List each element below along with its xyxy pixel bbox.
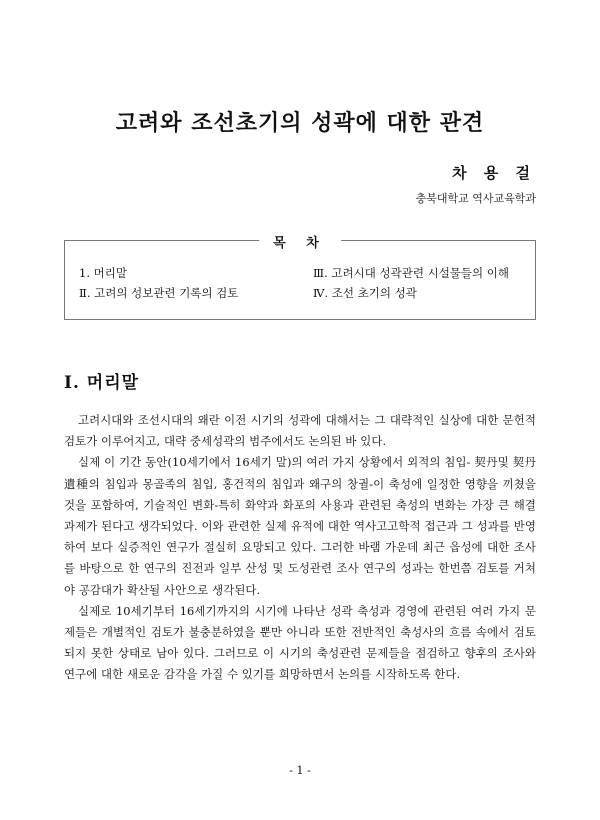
toc-item-goryeo-facilities: Ⅲ. 고려시대 성곽관련 시설물들의 이해	[313, 266, 510, 280]
author-affiliation: 충북대학교 역사교육학과	[415, 192, 536, 205]
section-body	[64, 410, 536, 686]
table-of-contents	[64, 236, 536, 320]
toc-heading: 목 차	[259, 232, 341, 251]
paragraph: 고려시대와 조선시대의 왜란 이전 시기의 성곽에 대해서는 그 대략적인 실상에 대한 문헌적 검토가 이루어지고, 대략 중세성곽의 범주에서도 논의된 바 있다.	[64, 413, 536, 449]
toc-item-early-joseon: Ⅳ. 조선 초기의 성곽	[313, 286, 417, 300]
page-number: - 1 -	[289, 764, 311, 777]
paragraph: 실제 이 기간 동안(10세기에서 16세기 말)의 여러 가지 상황에서 외적의 침입- 契丹및 契丹 遺種의 침입과 몽골족의 침입, 홍건적의 침입과 왜구의 창궐-이 축성에 일정한 영향을 끼쳤을 것을 포함하여, 기술적인 변화-특히 화약과 화포의 사용과 관련된 축성의 변화는 가장 큰 해결 과제가 된다고 생각되었다. 이와 관련한 실제 유적에 대한 역사고고학적 접근과 그 성과를 반영하여 보다 실증적인 연구가 절실히 요망되고 있다. 그러한 바램 가운데 최근 읍성에 대한 조사를 바탕으로 한 연구의 진전과 일부 산성 및 도성관련 조사 연구의 성과는 한번쯤 검토를 거쳐야 공감대가 확산될 사안으로 생각된다.	[64, 455, 536, 597]
toc-item-goryeo-records: Ⅱ. 고려의 성보관련 기록의 검토	[79, 286, 239, 300]
paper-title: 고려와 조선초기의 성곽에 대한 관견	[115, 110, 485, 136]
author-name: 차 용 걸	[452, 164, 536, 182]
toc-item-introduction: 1. 머리말	[79, 266, 127, 280]
section-heading: Ⅰ. 머리말	[64, 373, 140, 393]
paragraph: 실제로 10세기부터 16세기까지의 시기에 나타난 성곽 축성과 경영에 관련된 여러 가지 문제들은 개별적인 검토가 불충분하였을 뿐만 아니라 또한 전반적인 축성사의 흐름 속에서 검토되지 못한 상태로 남아 있다. 그러므로 이 시기의 축성관련 문제들을 점검하고 향후의 조사와 연구에 대한 새로운 감각을 가질 수 있기를 희망하면서 논의를 시작하도록 한다.	[64, 603, 536, 682]
